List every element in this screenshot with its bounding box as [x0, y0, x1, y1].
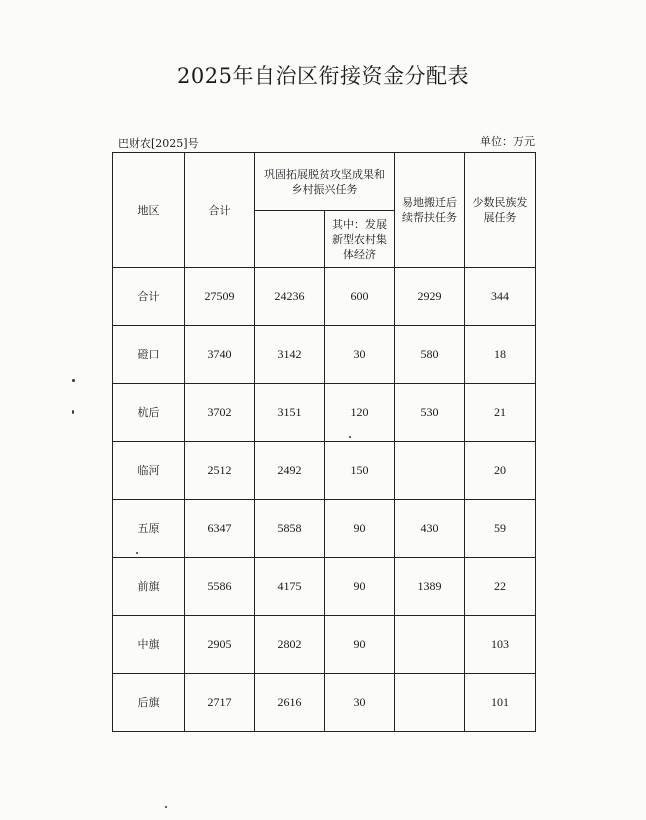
table-row [113, 500, 536, 558]
table-row [113, 674, 536, 732]
unit-label: 单位：万元 [480, 135, 535, 148]
cell-minority: 21 [465, 384, 536, 442]
cell-minority: 20 [465, 442, 536, 500]
cell-collective: 120 [325, 384, 395, 442]
cell-total: 6347 [185, 500, 255, 558]
cell-collective: 90 [325, 616, 395, 674]
cell-relocation [395, 616, 465, 674]
scan-speck [165, 806, 167, 808]
cell-collective: 600 [325, 268, 395, 326]
cell-region: 中旗 [113, 616, 185, 674]
cell-relocation: 580 [395, 326, 465, 384]
cell-region: 五原 [113, 500, 185, 558]
header-collective: 其中：发展新型农村集体经济 [325, 211, 395, 268]
cell-total: 3702 [185, 384, 255, 442]
cell-minority: 22 [465, 558, 536, 616]
cell-relocation: 1389 [395, 558, 465, 616]
table-row [113, 616, 536, 674]
scan-speck [72, 379, 75, 382]
cell-collective: 90 [325, 558, 395, 616]
cell-relocation: 530 [395, 384, 465, 442]
table-row [113, 326, 536, 384]
cell-consolidate: 2802 [255, 616, 325, 674]
cell-relocation [395, 674, 465, 732]
cell-region: 后旗 [113, 674, 185, 732]
cell-minority: 59 [465, 500, 536, 558]
cell-total: 3740 [185, 326, 255, 384]
header-consolidate: 巩固拓展脱贫攻坚成果和乡村振兴任务 [255, 153, 395, 211]
cell-collective: 30 [325, 326, 395, 384]
cell-region: 杭后 [113, 384, 185, 442]
table-row [113, 384, 536, 442]
document-number: 巴财农[2025]号 [118, 137, 199, 150]
cell-total: 2512 [185, 442, 255, 500]
table-row [113, 442, 536, 500]
scan-speck [72, 410, 74, 414]
table-row [113, 558, 536, 616]
cell-collective: 150 [325, 442, 395, 500]
header-minority: 少数民族发展任务 [465, 153, 536, 268]
scan-speck [136, 552, 138, 554]
cell-consolidate: 24236 [255, 268, 325, 326]
cell-collective: 30 [325, 674, 395, 732]
cell-minority: 101 [465, 674, 536, 732]
cell-region: 临河 [113, 442, 185, 500]
cell-minority: 18 [465, 326, 536, 384]
cell-minority: 344 [465, 268, 536, 326]
table-row [113, 268, 536, 326]
cell-consolidate: 4175 [255, 558, 325, 616]
cell-region: 合计 [113, 268, 185, 326]
cell-total: 2717 [185, 674, 255, 732]
allocation-table [112, 152, 536, 732]
cell-consolidate: 2616 [255, 674, 325, 732]
cell-relocation: 2929 [395, 268, 465, 326]
cell-relocation [395, 442, 465, 500]
header-consolidate-blank [255, 211, 325, 268]
page-title: 2025年自治区衔接资金分配表 [177, 64, 469, 88]
table-body [113, 268, 536, 732]
header-region: 地区 [113, 153, 185, 268]
cell-region: 前旗 [113, 558, 185, 616]
header-total: 合计 [185, 153, 255, 268]
cell-consolidate: 5858 [255, 500, 325, 558]
cell-collective: 90 [325, 500, 395, 558]
cell-consolidate: 2492 [255, 442, 325, 500]
cell-minority: 103 [465, 616, 536, 674]
cell-total: 2905 [185, 616, 255, 674]
cell-relocation: 430 [395, 500, 465, 558]
cell-region: 磴口 [113, 326, 185, 384]
scan-speck [349, 436, 351, 438]
header-relocation: 易地搬迁后续帮扶任务 [395, 153, 465, 268]
cell-total: 5586 [185, 558, 255, 616]
cell-consolidate: 3151 [255, 384, 325, 442]
cell-consolidate: 3142 [255, 326, 325, 384]
cell-total: 27509 [185, 268, 255, 326]
